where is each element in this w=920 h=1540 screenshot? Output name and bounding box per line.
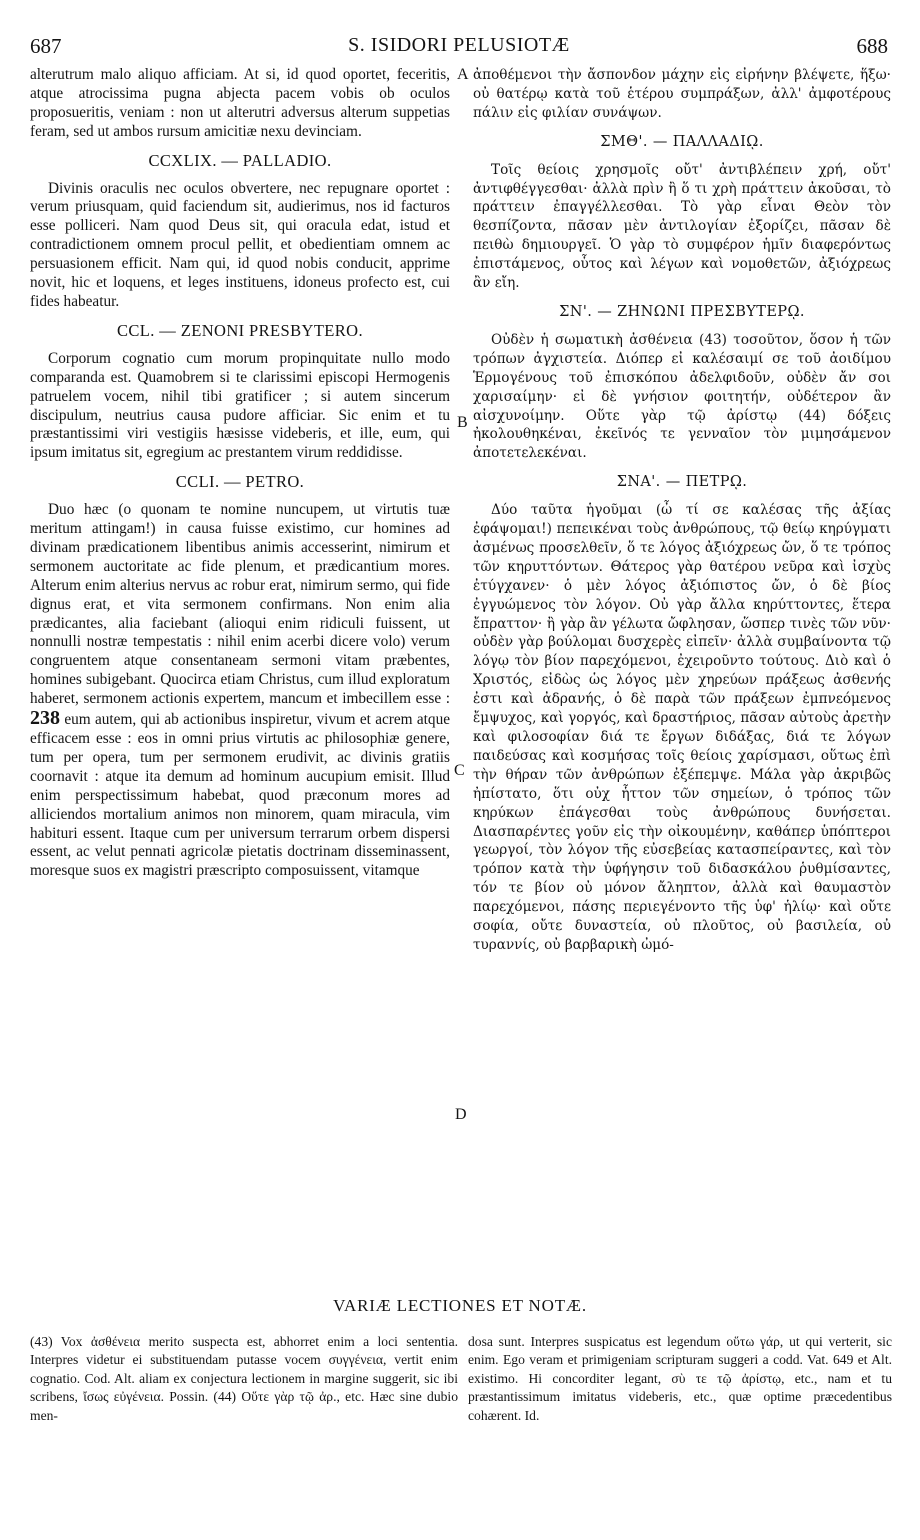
page-number-left: 687 — [30, 34, 62, 58]
latin-column — [30, 66, 450, 881]
letter-249-greek-text: Τοῖς θείοις χρησμοῖς οὔτ' ἀντιβλέπειν χρή, οὔτ' ἀντιφθέγγεσθαι· ἀλλὰ πρὶν ἢ ὅ τι χρὴ πράττειν ἀκοῦσαι, τὸ πράττειν ἐπαγγέλλεσθαι. Τὸ γὰρ εἶναι Θεὸν τὸν θεσπίζοντα, πᾶσαν μὲν ἀντιλογίαν ἐξορίζει, πᾶσαν δὲ πειθὼ δημιουργεῖ. Ὁ γὰρ τὸ συμφέρον ἡμῖν διαφερόντως ἐπιστάμενος, οὗτος καὶ λέγων καὶ νομοθετῶν, ἀξιόχρεως ἂν εἴη. — [473, 161, 891, 292]
greek-column — [473, 66, 891, 955]
running-header — [30, 34, 888, 64]
letter-249-greek-heading: ΣΜΘ'. — ΠΑΛΛΑΔΙῼ. — [600, 133, 764, 150]
running-title: S. ISIDORI PELUSIOTÆ — [348, 34, 570, 56]
letter-250-latin-text: Corporum cognatio cum morum propinquitate nullo modo comparanda est. Quamobrem si te clarissimi episcopi Hermogenis patruelem vocem, nihil tibi gratificer ; si autem sincerum discipulum, neutrius causa pudore afficiar. Sic enim et tu præstantissimi viri vestigiis hæsisse videberis, et ille, eum, qui ipsum imitatus sit, egregium ac prestantem virum reddidisse. — [30, 349, 450, 462]
letter-249-latin-text: Divinis oraculis nec oculos obvertere, nec repugnare oportet : verum priusquam, quid faciendum sit, audierimus, nos id facturos esse polliceri. Nam quod Deus sit, qui oracula edat, istud et contradictionem omnem procul pellit, et obedientiam omnem ac persuasionem efficit. Nam qui, id quod nobis conducit, apprime novit, hic et loquens, et leges instituens, idoneus profecto est, cui fides habeatur. — [30, 179, 450, 310]
letter-250-latin-heading: CCL. — ZENONI PRESBYTERO. — [116, 320, 364, 340]
latin-intro-paragraph: alterutrum malo aliquo afficiam. At si, id quod oportet, feceritis, atque atrocissima pugna abjecta pacem vobis ob oculos proposueritis, veniam : non ut alterutri adversus alterum suppetias feram, sed ut ambos rursum amicitiæ nexu devinciam. — [30, 66, 450, 140]
page-number-right: 688 — [856, 34, 888, 58]
letter-251-latin-text-part2: eum autem, qui ab actionibus inspiretur, vivum et acrem atque efficacem esse : eos in omni prius virtutis ac philosophiæ genere, tum per opera, tum per sermonem erudivit, ac divinis gratiis coornavit : atque ita demum ad hominum aucupium emisit. Illud enim perspectissimum habebat, quod præconum mores ad alliciendos mortalium animos non minorem, quam miracula, vim habituri essent. Itaque cum per universum terrarum orbem dispersi essent, ac velut pennati agricolæ pietatis doctrinam disseminassent, moresque suos ex magistri præscripto composuissent, vitamque — [30, 711, 451, 880]
greek-intro-paragraph: ἀποθέμενοι τὴν ἄσπονδον μάχην εἰς εἰρήνην βλέψετε, ἥξω· οὐ θατέρῳ κατὰ τοῦ ἑτέρου συμπράξων, ἀλλ' ἀμφοτέρους πάλιν εἰς φιλίαν συνάψων. — [473, 67, 891, 121]
notes-right-text: dosa sunt. Interpres suspicatus est legendum οὕτω γάρ, ut qui verterit, sic enim. Ego veram et primigeniam scripturam suggeri a codd. Vat. 649 et Alt. existimo. Hi concorditer legant, σὺ τε τῷ ἀρίστῳ, etc., nam et tu præstantissimum imitatus videberis, etc., quæ optime præcedentibus cohærent. Id. — [468, 1334, 892, 1423]
notes-right-column — [468, 1333, 892, 1425]
notes-title: VARIÆ LECTIONES ET NOTÆ. — [333, 1296, 587, 1315]
letter-250-greek-heading: ΣΝ'. — ΖΗΝΩΝΙ ΠΡΕΣΒΥΤΕΡῼ. — [559, 303, 805, 320]
column-number-238: 238 — [30, 707, 60, 730]
notes-left-column — [30, 1333, 458, 1425]
letter-250-greek-text: Οὐδὲν ἡ σωματικὴ ἀσθένεια (43) τοσοῦτον, ὅσον ἡ τῶν τρόπων ἀγχιστεία. Διόπερ εἰ καλέσαιμί σε τοῦ ἀοιδίμου Ἑρμογένους τοῦ ἐπισκόπου ἀδελφιδοῦν, οὐδὲν ἄν σοι χαρισαίμην· εἰ δὲ γνήσιον φοιτητήν, οὐδέτερον ἂν αἰσχυνοίμην. Οὕτε γὰρ τῷ ἀρίστῳ (44) δόξεις ἠκολουθηκέναι, ἐκεῖνός τε γενναῖον τὸν μιμησάμενον ἀποτετελεκέναι. — [473, 331, 891, 462]
section-marker-b: B — [457, 414, 468, 431]
notes-left-text: (43) Vox ἀσθένεια merito suspecta est, abhorret enim a loci sententia. Interpres videtur ei substituendam putasse vocem συγγένεια, vertit enim cognatio. Cod. Alt. aliam ex conjectura lectionem in margine suggerit, sic ibi scribens, ἴσως εὐγένεια. Possin. (44) Οὕτε γὰρ τῷ ἀρ., etc. Hæc sine dubio men- — [30, 1334, 458, 1423]
section-marker-d: D — [455, 1106, 467, 1123]
letter-249-latin-heading: CCXLIX. — PALLADIO. — [148, 150, 332, 170]
letter-251-greek-text: Δύο ταῦτα ἡγοῦμαι (ὦ τί σε καλέσας τῆς ἀξίας ἐφάψομαι!) πεπεικέναι τοὺς ἀνθρώπους, τῷ θείῳ κηρύγματι ἀσμένως προσελθεῖν, ὅ τε λόγος ἀξιόχρεως ὤν, ὅ τε τρόπος τῶν κηρυττόντων. Θάτερος γὰρ θατέρου νεῦρα καὶ ἰσχὺς ἐτύγχανεν· ὁ μὲν λόγος ἀξιόπιστος ὤν, ὁ δὲ βίος ἐγγυώμενος τὸν λόγον. Οὐ γὰρ ἄλλα κηρύττοντες, ἕτερα ἔπραττον· ἢ γὰρ ἂν γέλωτα ὤφλησαν, ὥσπερ τινὲς τῶν νῦν· οὐδὲν γὰρ βούλομαι δυσχερὲς εἰπεῖν· ἀλλὰ συμβαίνοντα τῷ λόγῳ τὸν βίον παρεχόμενοι, ἐχειροῦντο τούτους. Διὸ καὶ ὁ Χριστός, εἰδὼς ὡς λόγος μὲν χηρεύων πράξεως ἀσθενής ἐστι καὶ ἀδρανής, ὁ δὲ παρὰ τῶν πράξεων ἐμπνεόμενος ἔμψυχος, καὶ γοργός, καὶ δραστήριος, πᾶσαν αὐτοὺς ἀρετὴν καὶ φιλοσοφίαν διά τε ἔργων διδάξας, διά τε λόγων παιδεύσας καὶ κοσμήσας τοῖς θείοις χαρίσμασι, οὕτως ἐπὶ τὴν θήραν τῶν ἀνθρώπων ἐξέπεμψε. Μάλα γὰρ ἀκριβῶς ἠπίστατο, ὅτι οὐχ ἧττον τῶν σημείων, ὁ τρόπος τῶν κηρύκων ἐπάγεσθαι τοὺς ἀνθρώπους δυνήσεται. Διασπαρέντες γοῦν εἰς τὴν οἰκουμένην, καθάπερ ὑπόπτεροι γεωργοί, τὸν λόγον τῆς εὐσεβείας κατασπείραντες, καὶ τὸν τρόπον κατὰ τὴν ὑφήγησιν τοῦ διδασκάλου ῥυθμίσαντες, τόν τε βίον οὐ μόνον ἄληπτον, ἀλλὰ καὶ θαυμαστὸν παρεχόμενοι, πάσης περιεγένοντο τῆς ὑφ' ἡλίῳ· καὶ οὔτε σοφία, οὔτε δυναστεία, οὐ πλοῦτος, οὐ βασιλεία, οὐ τυραννίς, οὐ βαρβαρικὴ ὠμό- — [473, 502, 891, 953]
section-marker-a: A — [457, 66, 469, 83]
section-marker-c: C — [454, 762, 465, 779]
letter-251-greek-heading: ΣΝΑ'. — ΠΕΤΡῼ. — [616, 474, 748, 491]
letter-251-latin-text-part1: Duo hæc (o quonam te nomine nuncupem, ut virtutis tuæ meritum attingam!) in causa fuisse existimo, cur homines ad divinam prædicationem libentibus animis accesserint, nimirum et sermonem auctoritate ac fide plenum, et prædicantium mores. Alterum enim alterius nervus ac robur erat, nimirum sermo, qui fide dignus erat, et vita sermonem confirmans. Non enim alia prædicantes, alia faciebant (alioqui enim ridiculi fuissent, ut nonnulli nostræ tempestatis : nihil enim acerbi dicere volo) verum congruentem atque consentaneam sermoni vitam præbentes, homines subigebant. Quocirca etiam Christus, cum illud exploratum haberet, sermonem actionis expertem, mancum et imbecillem esse : — [30, 501, 450, 708]
letter-251-latin-text — [30, 501, 450, 881]
letter-251-latin-heading: CCLI. — PETRO. — [175, 472, 305, 492]
